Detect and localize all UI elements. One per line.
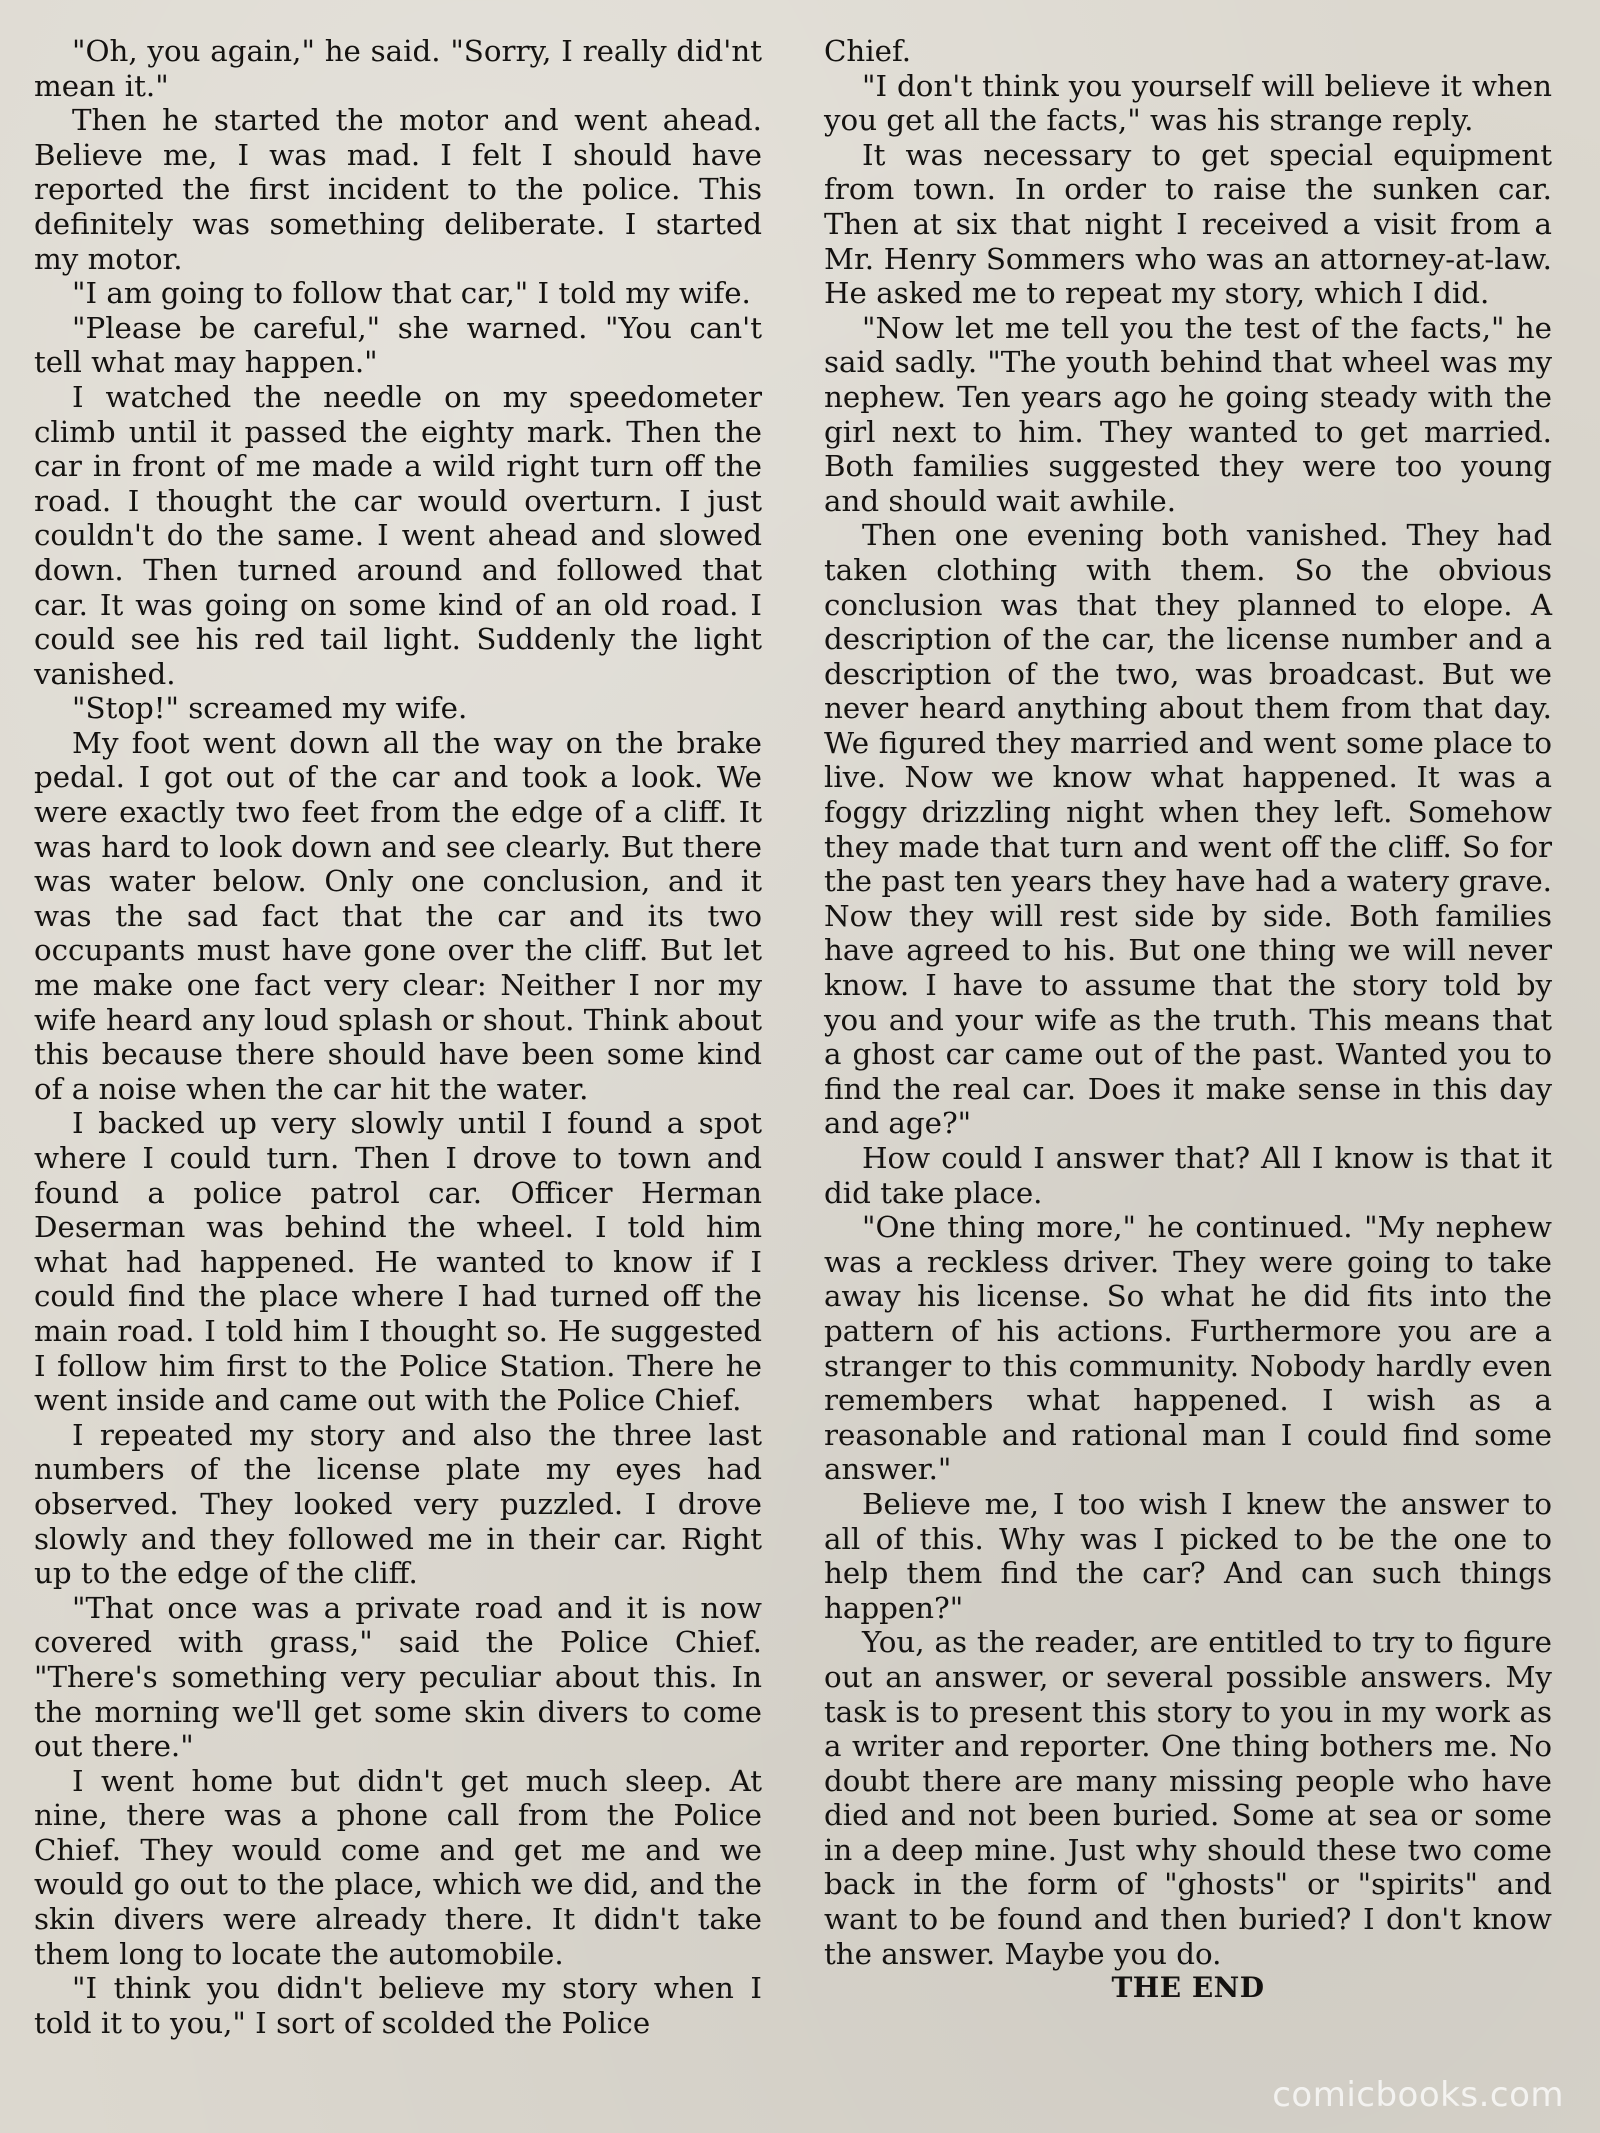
paragraph: "Oh, you again," he said. "Sorry, I really did'nt mean it." [34, 34, 762, 103]
paragraph: "Now let me tell you the test of the facts," he said sadly. "The youth behind that wheel was my nephew. Ten years ago he going steady with the girl next to him. They wanted to get married. Both families suggested they were too young and should wait awhile. [824, 310, 1552, 518]
paragraph: I repeated my story and also the three last numbers of the license plate my eyes had observed. They looked very puzzled. I drove slowly and they followed me in their car. Right up to the edge of the cliff. [34, 1417, 762, 1591]
paragraph: "One thing more," he continued. "My nephew was a reckless driver. They were going to take away his license. So what he did fits into the pattern of his actions. Furthermore you are a stranger to this community. Nobody hardly even remembers what happened. I wish as a reasonable and rational man I could find some answer." [824, 1210, 1552, 1487]
the-end-heading: THE END [1111, 1971, 1265, 2005]
paragraph: I watched the needle on my speedometer climb until it passed the eighty mark. Then the car in front of me made a wild right turn off the road. I thought the car would overturn. I just couldn't do the same. I went ahead and slowed down. Then turned around and followed that car. It was going on some kind of an old road. I could see his red tail light. Suddenly the light vanished. [34, 379, 762, 691]
left-column [34, 34, 762, 2040]
paragraph: Chief. [824, 34, 912, 68]
paragraph: How could I answer that? All I know is that it did take place. [824, 1141, 1552, 1210]
paragraph: My foot went down all the way on the brake pedal. I got out of the car and took a look. We were exactly two feet from the edge of a cliff. It was hard to look down and see clearly. But there was water below. Only one conclusion, and it was the sad fact that the car and its two occupants must have gone over the cliff. But let me make one fact very clear: Neither I nor my wife heard any loud splash or shout. Think about this because there should have been some kind of a noise when the car hit the water. [34, 725, 762, 1106]
paragraph: "Stop!" screamed my wife. [72, 691, 468, 726]
paragraph: "I don't think you yourself will believe it when you get all the facts," was his strange reply. [824, 68, 1552, 138]
paragraph: I backed up very slowly until I found a spot where I could turn. Then I drove to town and found a police patrol car. Officer Herman Deserman was behind the wheel. I told him what had happened. He wanted to know if I could find the place where I had turned off the main road. I told him I thought so. He suggested I follow him first to the Police Station. There he went inside and came out with the Police Chief. [34, 1106, 762, 1418]
paragraph: I went home but didn't get much sleep. At nine, there was a phone call from the Police Chief. They would come and get me and we would go out to the place, which we did, and the skin divers were already there. It didn't take them long to locate the automobile. [34, 1763, 762, 1971]
paragraph: "Please be careful," she warned. "You can't tell what may happen." [34, 310, 762, 380]
paragraph: Then he started the motor and went ahead. Believe me, I was mad. I felt I should have reported the first incident to the police. This definitely was something deliberate. I started my motor. [34, 103, 762, 276]
paragraph: It was necessary to get special equipment from town. In order to raise the sunken car. Then at six that night I received a visit from a Mr. Henry Sommers who was an attorney-at-law. He asked me to repeat my story, which I did. [824, 137, 1552, 311]
paragraph: You, as the reader, are entitled to try to figure out an answer, or several possible answers. My task is to present this story to you in my work as a writer and reporter. One thing bothers me. No doubt there are many missing people who have died and not been buried. Some at sea or some in a deep mine. Just why should these two come back in the form of "ghosts" or "spirits" and want to be found and then buried? I don't know the answer. Maybe you do. [824, 1625, 1552, 1971]
paragraph: "That once was a private road and it is now covered with grass," said the Police Chief. "There's something very peculiar about this. In the morning we'll get some skin divers to come out there." [34, 1590, 762, 1764]
paragraph: Then one evening both vanished. They had taken clothing with them. So the obvious conclusion was that they planned to elope. A description of the car, the license number and a description of the two, was broadcast. But we never heard anything about them from that day. We figured they married and went some place to live. Now we know what happened. It was a foggy drizzling night when they left. Somehow they made that turn and went off the cliff. So for the past ten years they have had a watery grave. Now they will rest side by side. Both families have agreed to his. But one thing we will never know. I have to assume that the story told by you and your wife as the truth. This means that a ghost car came out of the past. Wanted you to find the real car. Does it make sense in this day and age?" [824, 518, 1552, 1141]
paragraph: "I am going to follow that car," I told my wife. [72, 276, 751, 311]
watermark: comicbooks.com [1272, 2075, 1564, 2115]
paragraph: Believe me, I too wish I knew the answer to all of this. Why was I picked to be the one to help them find the car? And can such things happen?" [824, 1486, 1552, 1625]
paragraph: "I think you didn't believe my story when I told it to you," I sort of scolded the Police [34, 1971, 762, 2040]
right-column [824, 34, 1552, 2006]
